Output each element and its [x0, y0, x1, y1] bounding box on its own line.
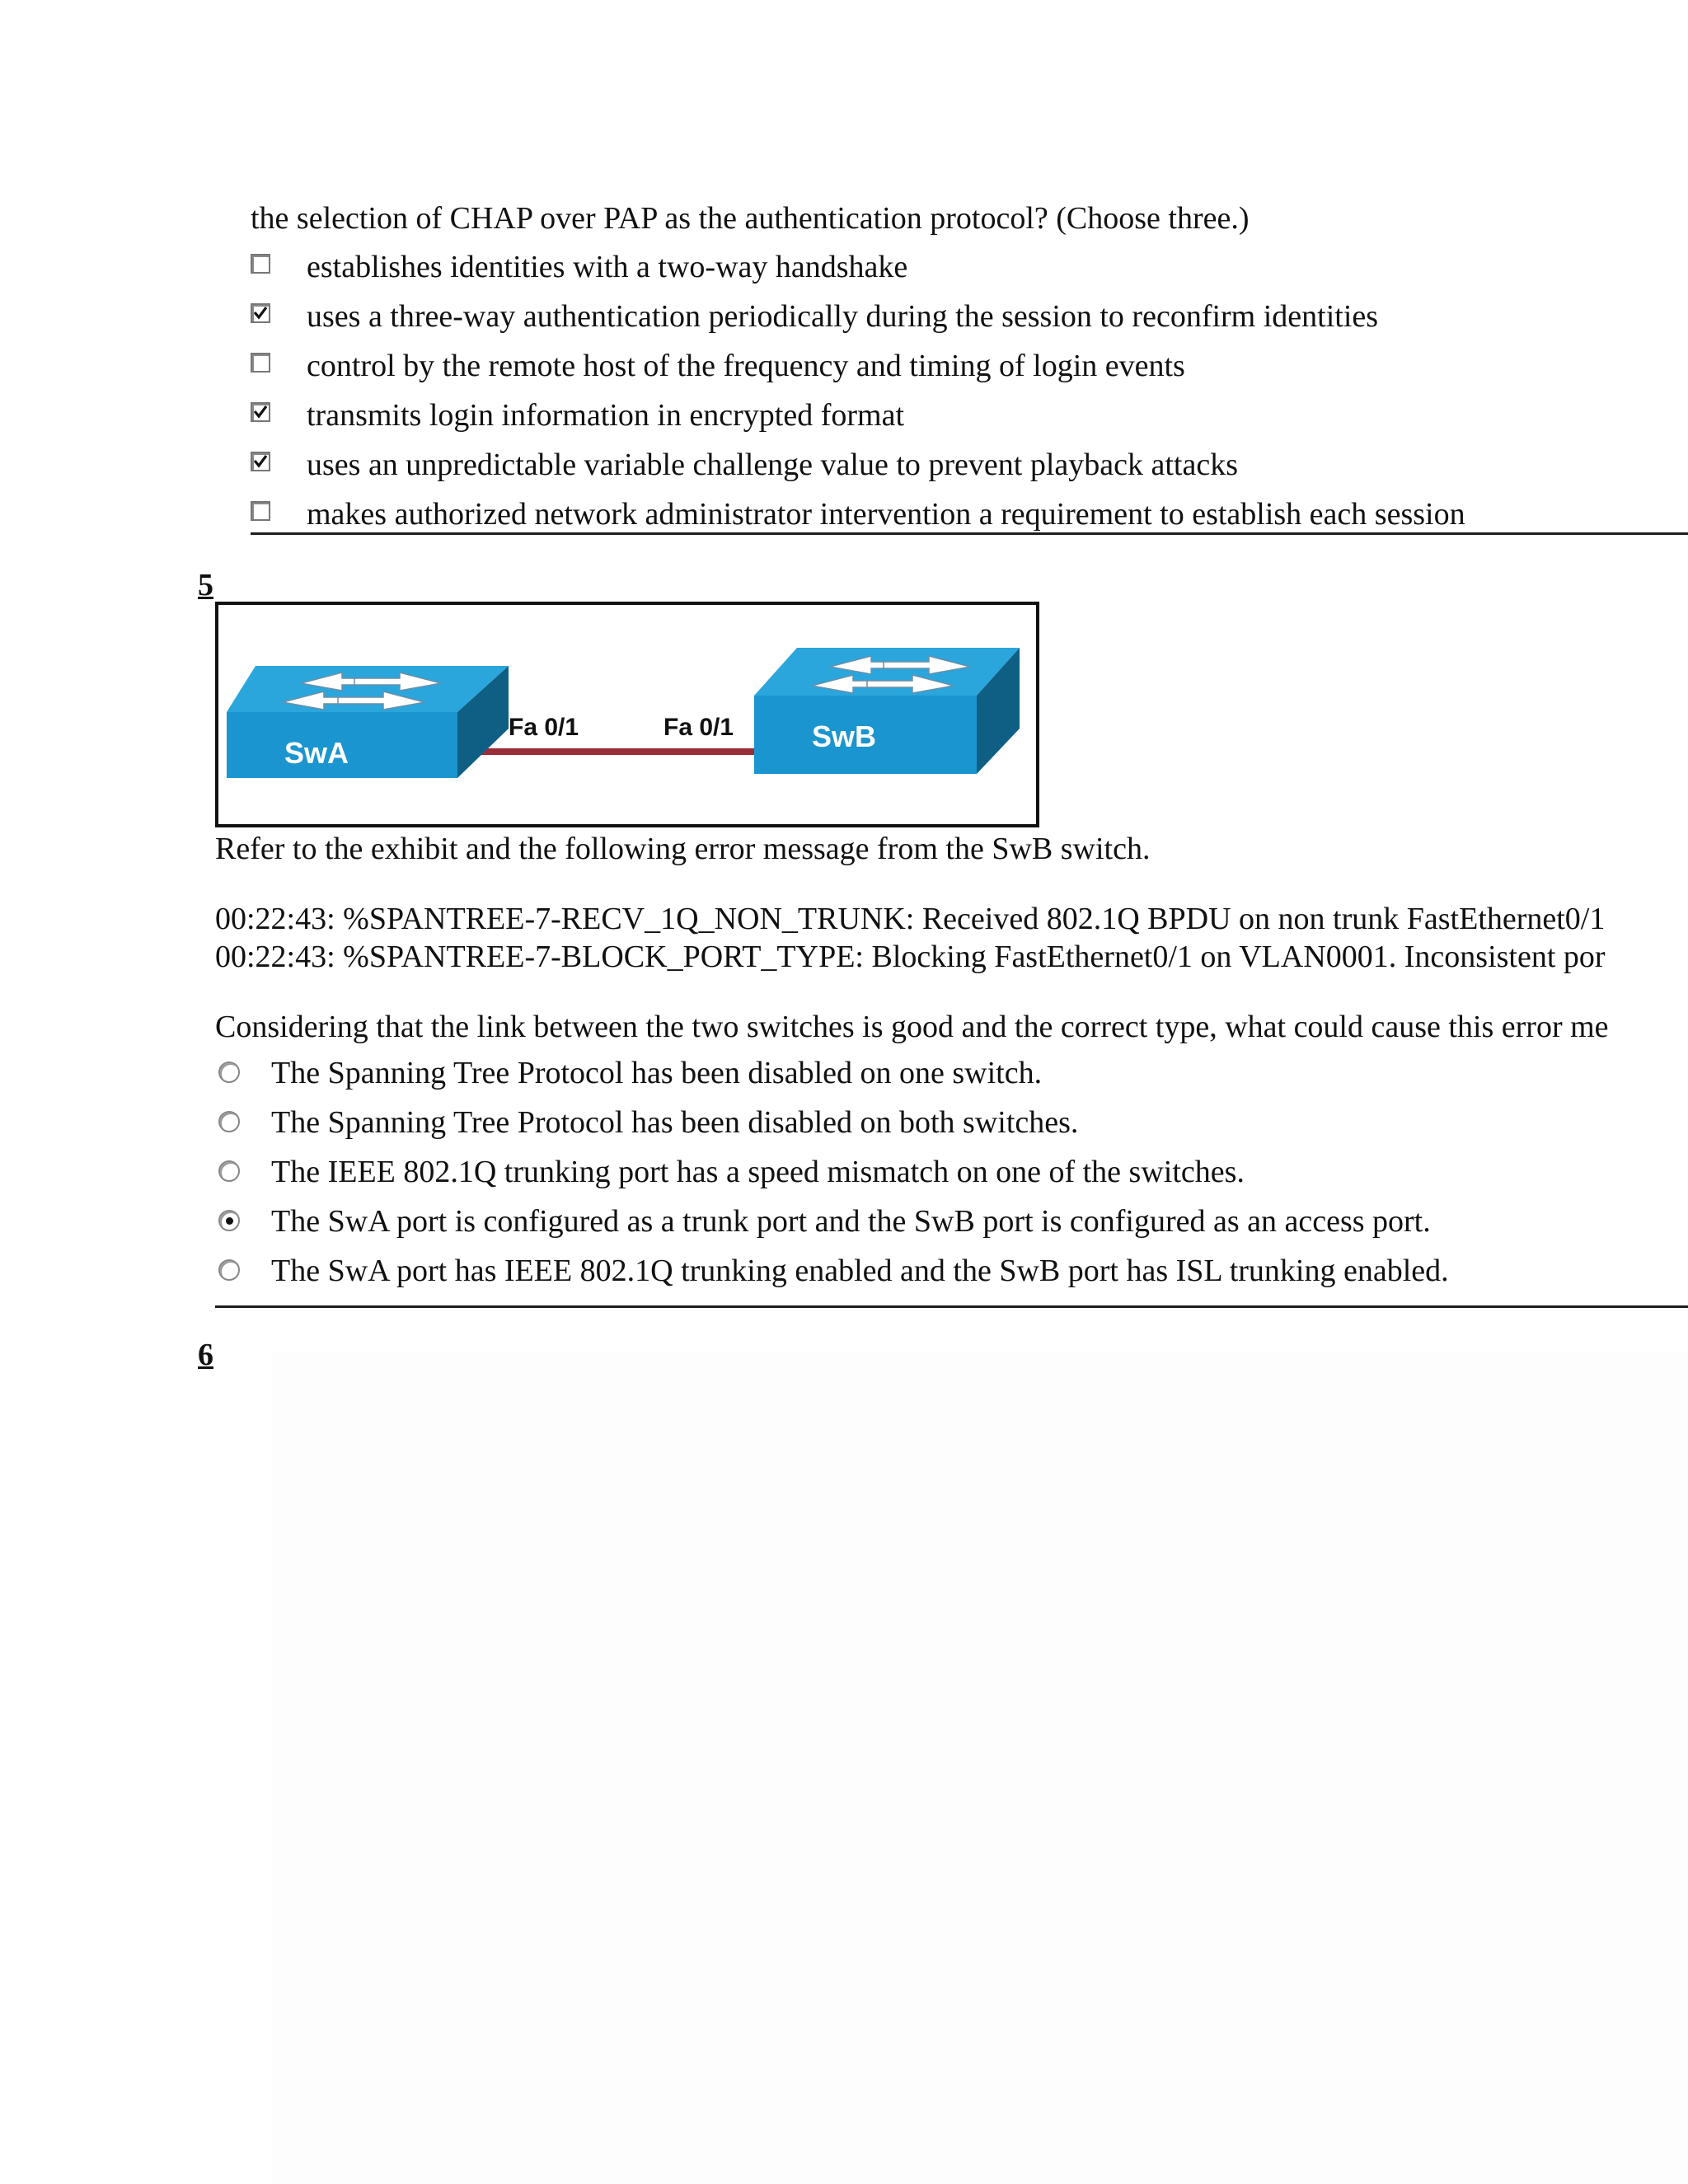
option-label: The SwA port is configured as a trunk port and the SwB port is configured as an access port. — [271, 1204, 1431, 1239]
port-a-label: Fa 0/1 — [509, 714, 579, 741]
q4-option[interactable] — [251, 490, 1688, 539]
checkbox[interactable] — [251, 254, 270, 274]
q5-option[interactable] — [215, 1147, 1688, 1197]
question-5-text: Considering that the link between the two switches is good and the correct type, what could cause this error me — [215, 1010, 1609, 1044]
question-4-options — [251, 242, 1688, 539]
question-5-number: 5 — [198, 568, 213, 602]
question-5-options — [215, 1048, 1688, 1296]
log-line: 00:22:43: %SPANTREE-7-BLOCK_PORT_TYPE: Blocking FastEthernet0/1 on VLAN0001. Inconsistent por — [215, 940, 1606, 974]
radio-button[interactable] — [218, 1062, 240, 1083]
question-divider — [215, 1305, 1688, 1308]
question-divider — [251, 532, 1688, 535]
checkbox[interactable] — [251, 501, 270, 521]
question-4 — [251, 194, 1688, 539]
radio-selected-dot — [226, 1217, 233, 1225]
checkbox[interactable] — [251, 303, 270, 323]
option-label: The SwA port has IEEE 802.1Q trunking enabled and the SwB port has ISL trunking enabled. — [271, 1254, 1449, 1288]
q4-option[interactable] — [251, 292, 1688, 341]
q4-option[interactable] — [251, 391, 1688, 440]
option-label: makes authorized network administrator intervention a requirement to establish each session — [307, 497, 1465, 532]
error-log — [215, 900, 1688, 976]
radio-button[interactable] — [218, 1259, 240, 1281]
switch-a-icon — [227, 666, 509, 778]
question-5 — [215, 826, 1688, 1296]
page-background-shade — [272, 1352, 1688, 2184]
q4-option[interactable] — [251, 341, 1688, 391]
q5-option[interactable] — [215, 1048, 1688, 1098]
q4-option[interactable] — [251, 242, 1688, 292]
switch-b-label: SwB — [812, 719, 877, 753]
network-exhibit — [215, 602, 1039, 827]
question-4-stem: the selection of CHAP over PAP as the authentication protocol? (Choose three.) — [251, 201, 1250, 236]
option-label: The IEEE 802.1Q trunking port has a speed mismatch on one of the switches. — [271, 1155, 1245, 1189]
checkbox[interactable] — [251, 402, 270, 422]
option-label: uses a three-way authentication periodically during the session to reconfirm identities — [307, 299, 1379, 334]
switch-a-label: SwA — [284, 736, 349, 770]
question-6-number: 6 — [198, 1338, 213, 1372]
radio-button[interactable] — [218, 1210, 240, 1231]
radio-button[interactable] — [218, 1160, 240, 1182]
checkbox[interactable] — [251, 452, 270, 471]
option-label: The Spanning Tree Protocol has been disabled on both switches. — [271, 1105, 1079, 1140]
radio-button[interactable] — [218, 1111, 240, 1132]
q4-option[interactable] — [251, 440, 1688, 490]
q5-option[interactable] — [215, 1246, 1688, 1296]
q5-option[interactable] — [215, 1197, 1688, 1246]
question-5-intro: Refer to the exhibit and the following error message from the SwB switch. — [215, 832, 1151, 866]
exhibit-diagram — [218, 605, 1036, 824]
option-label: uses an unpredictable variable challenge value to prevent playback attacks — [307, 448, 1238, 482]
checkbox[interactable] — [251, 353, 270, 373]
log-line: 00:22:43: %SPANTREE-7-RECV_1Q_NON_TRUNK: Received 802.1Q BPDU on non trunk FastEthernet0/1 — [215, 902, 1606, 936]
option-label: The Spanning Tree Protocol has been disabled on one switch. — [271, 1056, 1043, 1090]
q5-option[interactable] — [215, 1098, 1688, 1147]
port-b-label: Fa 0/1 — [663, 714, 734, 741]
option-label: transmits login information in encrypted format — [307, 398, 905, 433]
switch-b-icon — [754, 648, 1020, 774]
option-label: establishes identities with a two-way handshake — [307, 250, 908, 284]
option-label: control by the remote host of the frequency and timing of login events — [307, 349, 1185, 383]
